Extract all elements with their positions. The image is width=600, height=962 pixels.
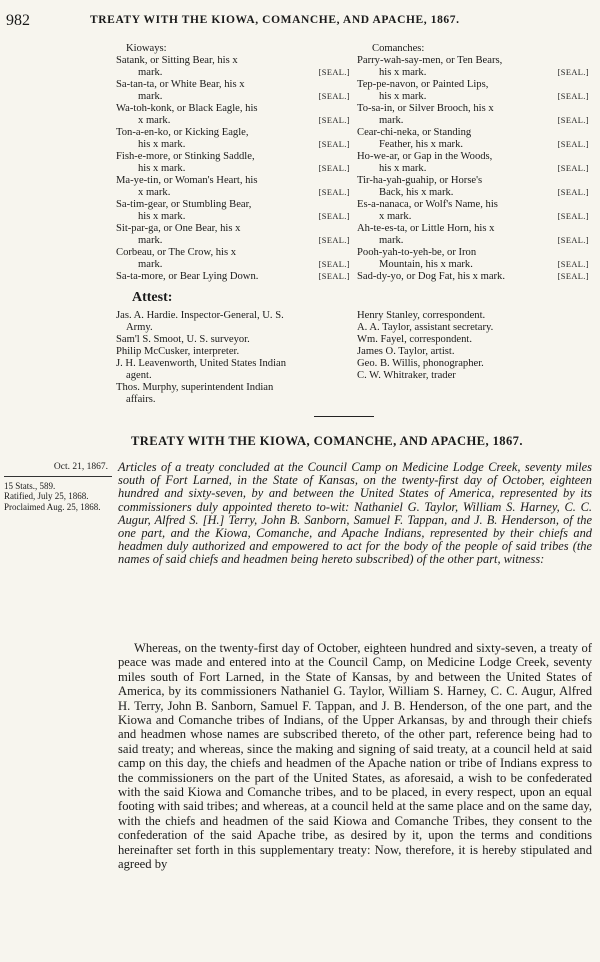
seal-mark: [SEAL.] bbox=[557, 116, 589, 125]
signatory-name: Ah-te-es-ta, or Little Horn, his x bbox=[357, 223, 495, 234]
section-divider bbox=[314, 416, 374, 417]
comanche-signatory bbox=[357, 271, 589, 283]
treaty-body-paragraph: Whereas, on the twenty-first day of October, eighteen hundred and sixty-seven, a treaty of peace was made and entered into at the Council Camp, on Medicine Lodge Creek, seventy miles south of Fort Larned, in the State of Kansas, by and between the United States of America, by its commissioners Nathaniel G. Taylor, William S. Harney, C. C. Augur, Alfred H. Terry, John B. Sanborn, Samuel F. Tappan, and J. B. Henderson, of the one part, and the Kiowa and Comanche tribes of Indians, of the Upper Arkansas, by and through their chiefs and headmen whose names are subscribed thereto, of the other part, reference being had to said treaty; and whereas, since the making and signing of said treaty, at a council held at said camp on this day, the chiefs and headmen of the Apache nation or tribe of Indians express to the commissioners on the part of the United States, as aforesaid, a wish to be confederated with the said Kiowa and Comanche tribes, and to be placed, in every respect, upon an equal footing with said tribes; and whereas, at a council held at the same place and on the same day, with the chiefs and headmen of the said Kiowa and Comanche Tribes, they consent to the confederation of the said Apache tribe, as desired by it, upon the terms and conditions hereinafter set forth in this supplementary treaty: Now, therefore, it is hereby stipulated and agreed by bbox=[118, 641, 592, 872]
signatory-mark: mark. bbox=[138, 235, 163, 246]
margin-citation: Proclaimed Aug. 25, 1868. bbox=[4, 501, 101, 512]
witness-line: A. A. Taylor, assistant secretary. bbox=[357, 322, 494, 333]
comanche-signatory bbox=[357, 103, 589, 127]
comanche-signatory bbox=[357, 127, 589, 151]
kiowa-signatory-list bbox=[116, 55, 350, 283]
signatory-name: Tep-pe-navon, or Painted Lips, bbox=[357, 79, 489, 90]
signatory-name: To-sa-in, or Silver Brooch, his x bbox=[357, 103, 494, 114]
signatory-name: Sa-tan-ta, or White Bear, his x bbox=[116, 79, 245, 90]
seal-mark: [SEAL.] bbox=[318, 260, 350, 269]
seal-mark: [SEAL.] bbox=[318, 68, 350, 77]
signatory-mark: Back, his x mark. bbox=[379, 187, 454, 198]
signatory-mark: x mark. bbox=[138, 115, 171, 126]
seal-mark: [SEAL.] bbox=[557, 164, 589, 173]
kiowa-signatory bbox=[116, 103, 350, 127]
witness-line: Jas. A. Hardie. Inspector-General, U. S. bbox=[116, 310, 284, 321]
kiowa-signatory bbox=[116, 247, 350, 271]
signatory-mark: mark. bbox=[138, 67, 163, 78]
kiowa-signatory bbox=[116, 127, 350, 151]
signatory-name: Ma-ye-tin, or Woman's Heart, his bbox=[116, 175, 258, 186]
comanche-signatory bbox=[357, 199, 589, 223]
margin-notes bbox=[4, 462, 112, 512]
margin-citations bbox=[4, 481, 112, 513]
witness-line: agent. bbox=[126, 370, 152, 381]
comanche-signatory-list bbox=[357, 55, 589, 283]
signatory-name: Fish-e-more, or Stinking Saddle, bbox=[116, 151, 255, 162]
seal-mark: [SEAL.] bbox=[557, 140, 589, 149]
signatory-mark: his x mark. bbox=[379, 163, 427, 174]
margin-rule bbox=[4, 476, 112, 477]
witness-line: Wm. Fayel, correspondent. bbox=[357, 334, 473, 345]
seal-mark: [SEAL.] bbox=[318, 188, 350, 197]
signatory-name: Ho-we-ar, or Gap in the Woods, bbox=[357, 151, 493, 162]
seal-mark: [SEAL.] bbox=[318, 212, 350, 221]
seal-mark: [SEAL.] bbox=[557, 68, 589, 77]
signatory-name: Parry-wah-say-men, or Ten Bears, bbox=[357, 55, 503, 66]
seal-mark: [SEAL.] bbox=[318, 92, 350, 101]
margin-date: Oct. 21, 1867. bbox=[53, 462, 108, 472]
witness-line: Henry Stanley, correspondent. bbox=[357, 310, 486, 321]
seal-mark: [SEAL.] bbox=[557, 272, 589, 281]
witness-line: C. W. Whitraker, trader bbox=[357, 370, 456, 381]
attest-witnesses-right bbox=[357, 310, 589, 382]
signatory-mark: mark. bbox=[379, 115, 404, 126]
signatory-mark: his x mark. bbox=[138, 211, 186, 222]
page-header bbox=[6, 12, 594, 32]
signatory-mark: his x mark. bbox=[379, 91, 427, 102]
comanche-signatories bbox=[357, 43, 589, 283]
seal-mark: [SEAL.] bbox=[318, 164, 350, 173]
signatory-name: Sa-ta-more, or Bear Lying Down. bbox=[116, 271, 259, 282]
signatory-name: Sad-dy-yo, or Dog Fat, his x mark. bbox=[357, 271, 506, 282]
page-number: 982 bbox=[6, 12, 30, 29]
signatory-name: Sit-par-ga, or One Bear, his x bbox=[116, 223, 241, 234]
kiowa-signatory bbox=[116, 55, 350, 79]
signatory-name: Sa-tim-gear, or Stumbling Bear, bbox=[116, 199, 252, 210]
signatory-name: Pooh-yah-to-yeh-be, or Iron bbox=[357, 247, 477, 258]
seal-mark: [SEAL.] bbox=[318, 236, 350, 245]
signatory-mark: his x mark. bbox=[138, 163, 186, 174]
witness-line: Army. bbox=[126, 322, 153, 333]
seal-mark: [SEAL.] bbox=[557, 188, 589, 197]
witness-line: Sam'l S. Smoot, U. S. surveyor. bbox=[116, 334, 250, 345]
kiowa-signatory bbox=[116, 271, 350, 283]
witness-line: Philip McCusker, interpreter. bbox=[116, 346, 240, 357]
signatory-mark: his x mark. bbox=[138, 139, 186, 150]
kiowa-signatory bbox=[116, 151, 350, 175]
signatory-name: Satank, or Sitting Bear, his x bbox=[116, 55, 238, 66]
signatory-mark: mark. bbox=[138, 91, 163, 102]
signatory-name: Cear-chi-neka, or Standing bbox=[357, 127, 472, 138]
running-head: TREATY WITH THE KIOWA, COMANCHE, AND APACHE, 1867. bbox=[90, 14, 460, 26]
seal-mark: [SEAL.] bbox=[557, 212, 589, 221]
witness-line: James O. Taylor, artist. bbox=[357, 346, 455, 357]
attest-witnesses-left bbox=[116, 310, 350, 406]
comanche-signatory bbox=[357, 223, 589, 247]
margin-citation: Ratified, July 25, 1868. bbox=[4, 491, 89, 501]
kiowa-signatory bbox=[116, 223, 350, 247]
signatory-mark: x mark. bbox=[379, 211, 412, 222]
witness-line: Thos. Murphy, superintendent Indian bbox=[116, 382, 274, 393]
seal-mark: [SEAL.] bbox=[318, 140, 350, 149]
signatory-mark: Mountain, his x mark. bbox=[379, 259, 473, 270]
signatory-name: Corbeau, or The Crow, his x bbox=[116, 247, 237, 258]
signatory-name: Ton-a-en-ko, or Kicking Eagle, bbox=[116, 127, 249, 138]
comanche-heading: Comanches: bbox=[372, 43, 425, 54]
kiowa-signatories bbox=[116, 43, 350, 283]
section-title: TREATY WITH THE KIOWA, COMANCHE, AND APACHE, 1867. bbox=[131, 434, 523, 448]
comanche-signatory bbox=[357, 175, 589, 199]
comanche-signatory bbox=[357, 55, 589, 79]
signatory-name: Es-a-nanaca, or Wolf's Name, his bbox=[357, 199, 498, 210]
signatory-mark: x mark. bbox=[138, 187, 171, 198]
signatory-mark: his x mark. bbox=[379, 67, 427, 78]
seal-mark: [SEAL.] bbox=[318, 272, 350, 281]
signatory-name: Wa-toh-konk, or Black Eagle, his bbox=[116, 103, 258, 114]
comanche-signatory bbox=[357, 79, 589, 103]
seal-mark: [SEAL.] bbox=[557, 260, 589, 269]
seal-mark: [SEAL.] bbox=[318, 116, 350, 125]
witness-line: Geo. B. Willis, phonographer. bbox=[357, 358, 484, 369]
attest-label: Attest: bbox=[132, 290, 173, 305]
seal-mark: [SEAL.] bbox=[557, 236, 589, 245]
kiowa-signatory bbox=[116, 199, 350, 223]
witness-line: J. H. Leavenworth, United States Indian bbox=[116, 358, 287, 369]
kiowa-signatory bbox=[116, 79, 350, 103]
seal-mark: [SEAL.] bbox=[557, 92, 589, 101]
signatory-mark: mark. bbox=[379, 235, 404, 246]
treaty-preamble: Articles of a treaty concluded at the Council Camp on Medicine Lodge Creek, seventy miles south of Fort Larned, in the State of Kansas, on the twenty-first day of October, eighteen hundred and sixty-seven, by and between the United States of America, represented by its commissioners duly appointed thereto to-wit: Nathaniel G. Taylor, William S. Harney, C. C. Augur, Alfred S. [H.] Terry, John B. Sanborn, Samuel F. Tappan, and J. B. Henderson, of the one part, and the Kiowa, Comanche, and Apache Indians, represented by their chiefs and headmen duly authorized and empowered to act for the body of the people of said tribes (the names of said chiefs and headmen being hereto subscribed) of the other part, witness: bbox=[118, 460, 592, 567]
signatory-mark: Feather, his x mark. bbox=[379, 139, 464, 150]
signatory-mark: mark. bbox=[138, 259, 163, 270]
kiowa-signatory bbox=[116, 175, 350, 199]
signatory-name: Tir-ha-yah-guahip, or Horse's bbox=[357, 175, 483, 186]
comanche-signatory bbox=[357, 151, 589, 175]
margin-citation: 15 Stats., 589. bbox=[4, 480, 56, 491]
kiowa-heading: Kioways: bbox=[126, 43, 167, 54]
witness-line: affairs. bbox=[126, 394, 156, 405]
comanche-signatory bbox=[357, 247, 589, 271]
